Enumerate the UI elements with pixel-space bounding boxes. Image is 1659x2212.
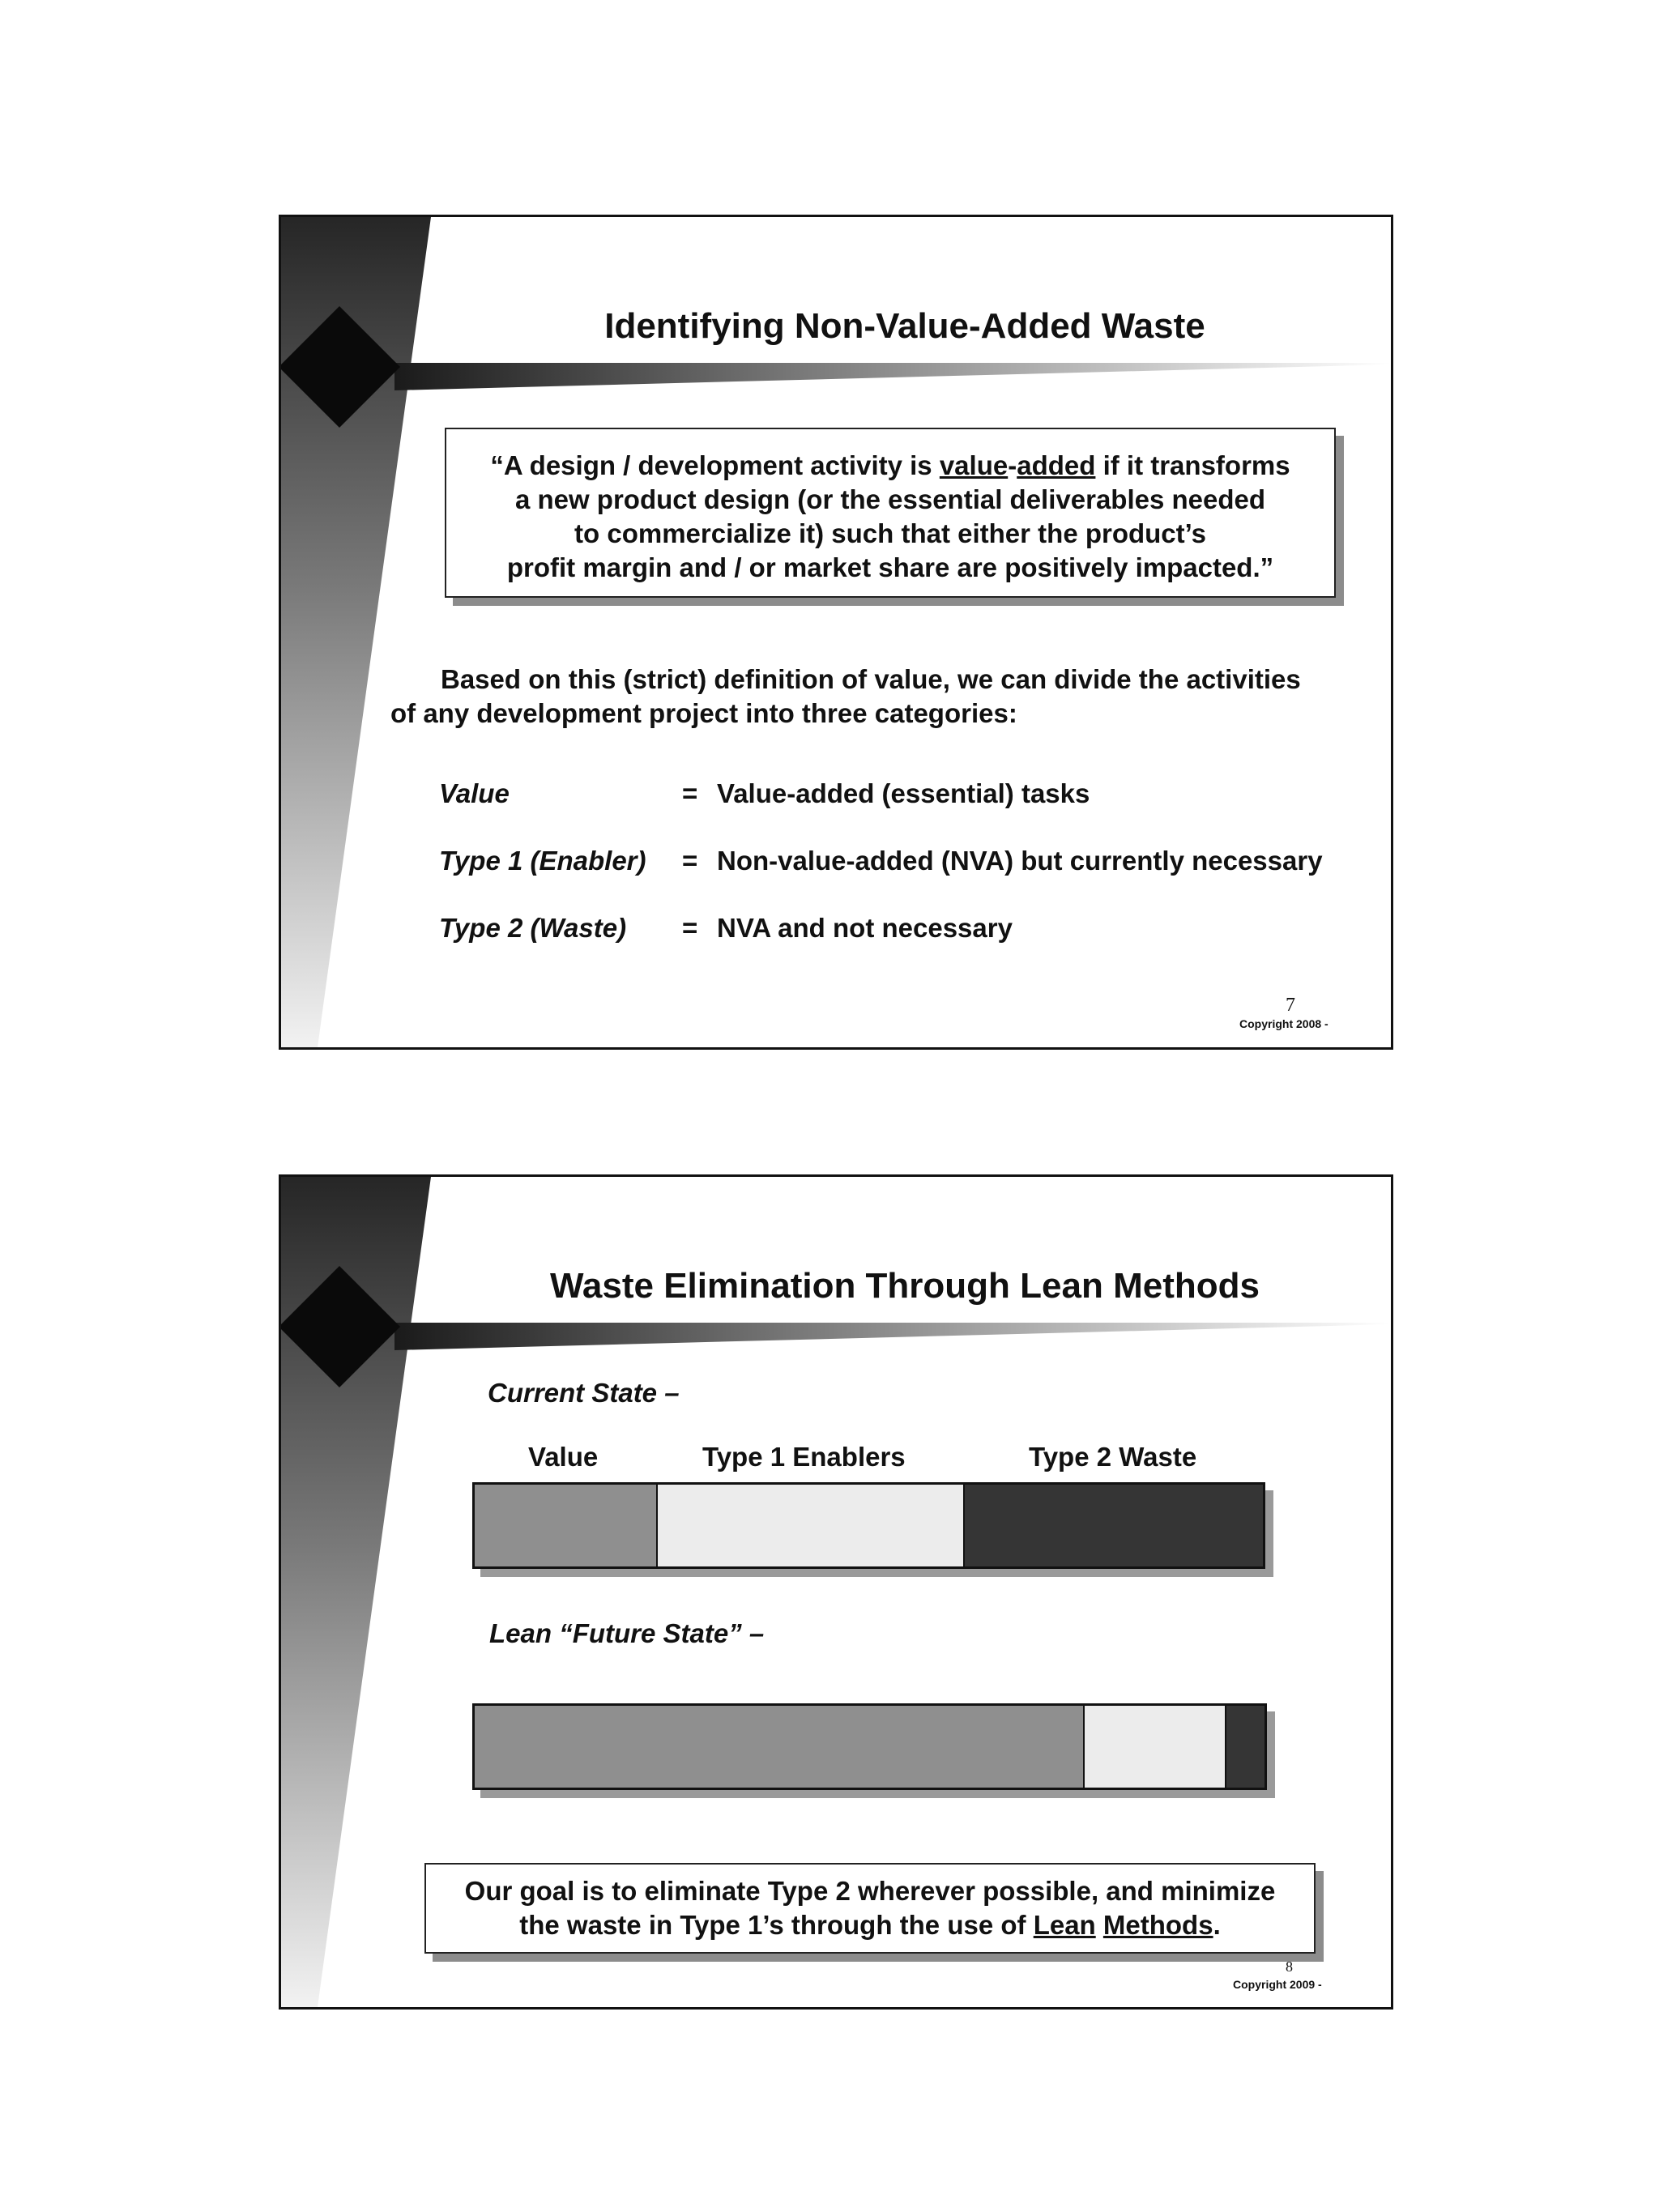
copyright-notice: Copyright 2008 - [1239,1017,1328,1030]
type2-waste-segment [963,1485,1263,1566]
category-name: Type 1 (Enabler) [439,846,646,876]
value-segment [475,1706,1083,1788]
equals-sign: = [682,778,698,808]
title-underline-bar [394,1323,1391,1350]
future-state-label: Lean “Future State” – [489,1618,765,1648]
type2-waste-segment [1225,1706,1265,1788]
category-name: Value [439,778,510,808]
column-label-value: Value [528,1442,599,1472]
category-description: Non-value-added (NVA) but currently necessary [717,846,1323,876]
slide-7 [279,215,1393,1050]
title-underline-bar [394,363,1391,390]
equals-sign: = [682,913,698,943]
column-label-type2: Type 2 Waste [1029,1442,1197,1472]
goal-line-1: Our goal is to eliminate Type 2 wherever possible, and minimize [464,1876,1276,1906]
value-segment [475,1485,656,1566]
goal-box [424,1863,1316,1954]
intro-line-1: Based on this (strict) definition of value, we can divide the activities [441,664,1301,694]
current-state-bar [472,1482,1265,1569]
category-description: NVA and not necessary [717,913,1013,943]
category-name: Type 2 (Waste) [439,913,627,943]
page-number: 8 [1286,1958,1293,1975]
category-description: Value-added (essential) tasks [717,778,1090,808]
quote-line-4: profit margin and / or market share are positively impacted.” [506,552,1274,582]
definition-quote-box [445,428,1336,598]
type1-enabler-segment [656,1485,963,1566]
equals-sign: = [682,846,698,876]
intro-line-2: of any development project into three categories: [390,698,1017,728]
copyright-notice: Copyright 2009 - [1233,1978,1322,1991]
type1-enabler-segment [1083,1706,1226,1788]
page-number: 7 [1286,995,1295,1016]
future-state-bar [472,1703,1267,1790]
current-state-label: Current State – [488,1378,680,1408]
slide-title: Waste Elimination Through Lean Methods [550,1266,1260,1306]
quote-line-2: a new product design (or the essential deliverables needed [514,484,1266,514]
slide-title: Identifying Non-Value-Added Waste [604,306,1205,346]
goal-line-2: the waste in Type 1’s through the use of Lean Methods. [519,1910,1221,1940]
quote-line-1: “A design / development activity is value-added if it transforms [490,450,1290,480]
column-label-type1: Type 1 Enablers [702,1442,906,1472]
slide-8 [279,1174,1393,2010]
quote-line-3: to commercialize it) such that either the product’s [574,518,1206,548]
intro-paragraph [390,663,1363,731]
